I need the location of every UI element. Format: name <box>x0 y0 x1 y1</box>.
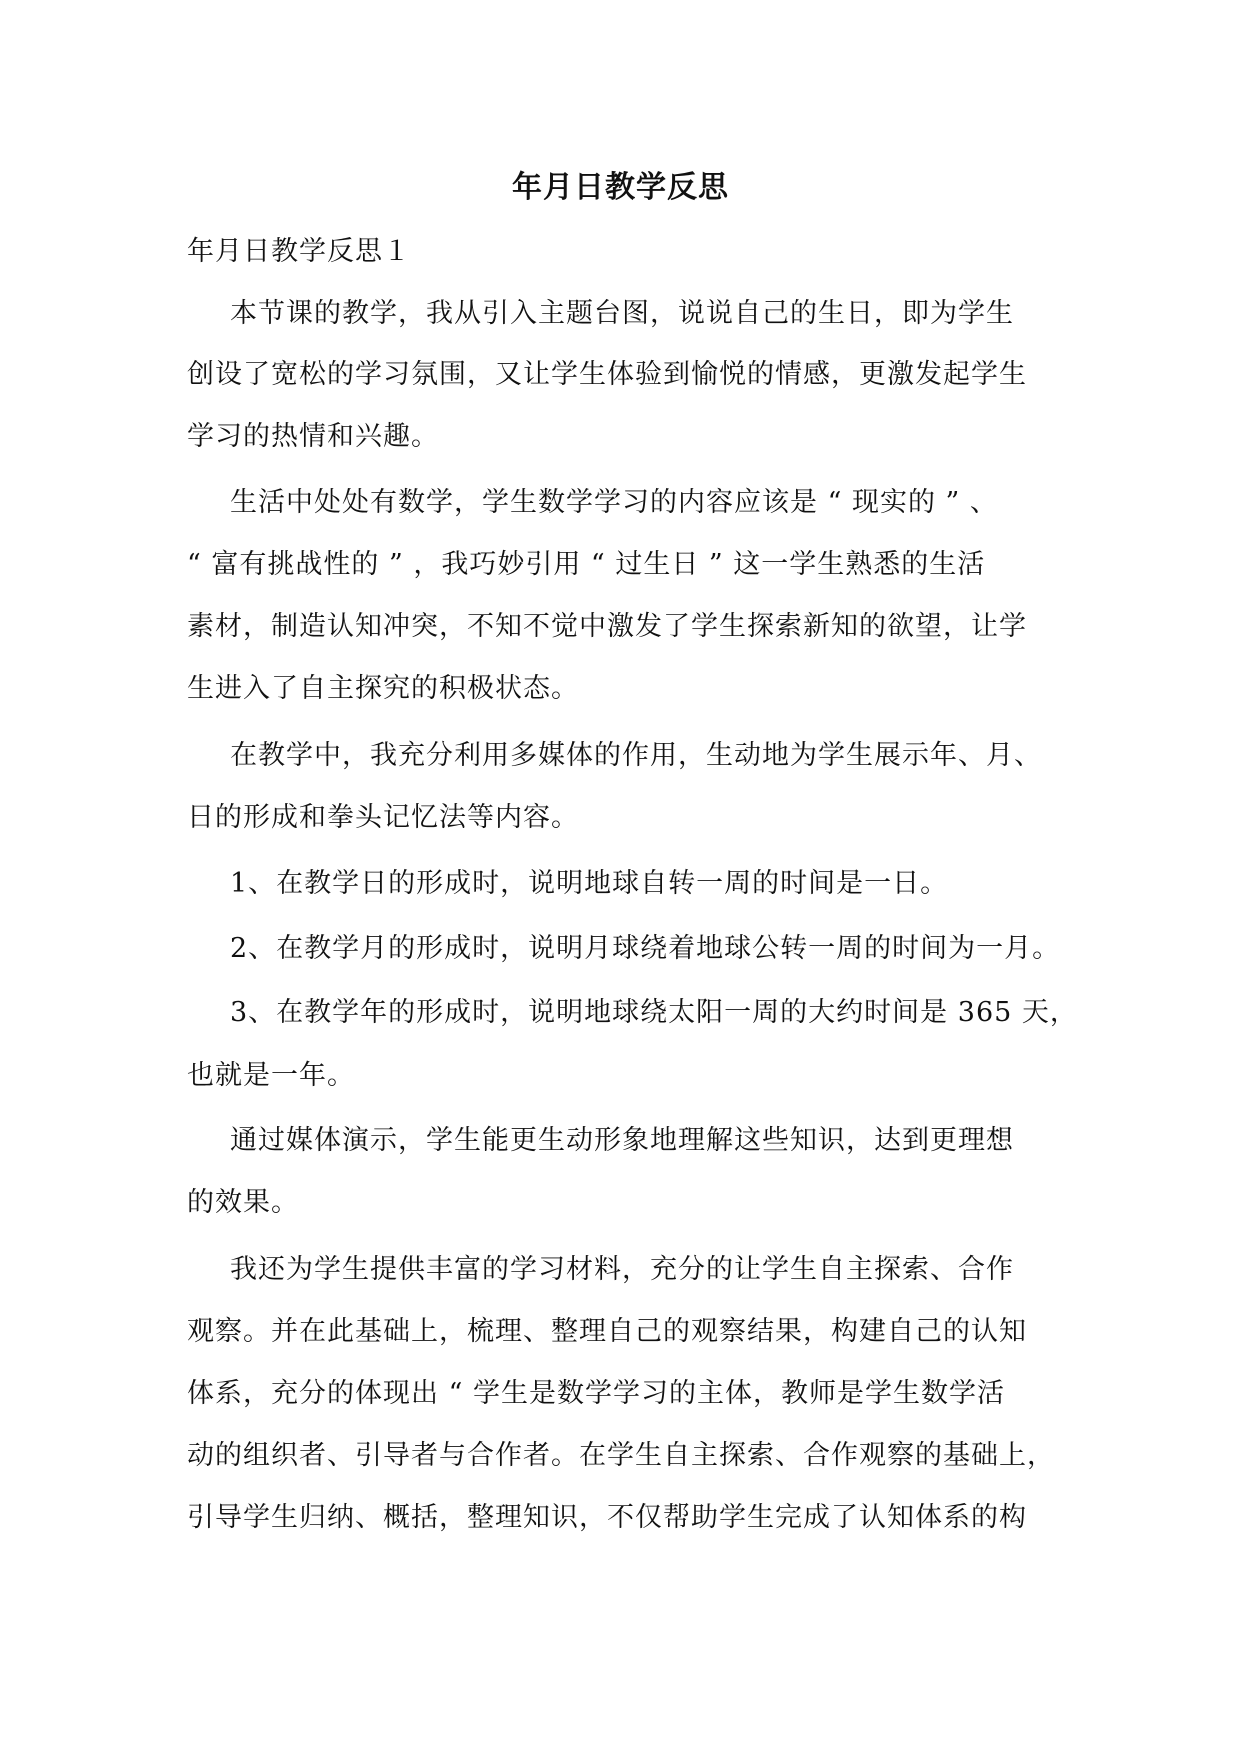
paragraph-line: 在教学中，我充分利用多媒体的作用，生动地为学生展示年、月、 <box>230 740 1042 771</box>
paragraph-line: 素材，制造认知冲突，不知不觉中激发了学生探索新知的欲望，让学 <box>187 611 1027 642</box>
section-heading: 年月日教学反思１ <box>187 236 411 267</box>
paragraph-line: 动的组织者、引导者与合作者。在学生自主探索、合作观察的基础上， <box>187 1440 1055 1471</box>
paragraph-line: 我还为学生提供丰富的学习材料，充分的让学生自主探索、合作 <box>230 1254 1014 1285</box>
paragraph-line: 本节课的教学，我从引入主题台图，说说自己的生日，即为学生 <box>230 298 1014 329</box>
paragraph-line: 的效果。 <box>187 1187 299 1218</box>
paragraph-line: “ 富有挑战性的 ” ，我巧妙引用 “ 过生日 ” 这一学生熟悉的生活 <box>187 549 986 580</box>
list-item: 2、在教学月的形成时，说明月球绕着地球公转一周的时间为一月。 <box>230 933 1061 964</box>
paragraph-line: 创设了宽松的学习氛围，又让学生体验到愉悦的情感，更激发起学生 <box>187 359 1027 390</box>
paragraph-line: 体系，充分的体现出 “ 学生是数学学习的主体，教师是学生数学活 <box>187 1378 1005 1409</box>
paragraph-line: 也就是一年。 <box>187 1060 355 1091</box>
list-item: 3、在教学年的形成时，说明地球绕太阳一周的大约时间是 365 天， <box>230 997 1078 1028</box>
document-title: 年月日教学反思 <box>512 170 729 205</box>
paragraph-line: 引导学生归纳、概括，整理知识，不仅帮助学生完成了认知体系的构 <box>187 1502 1027 1533</box>
paragraph-line: 学习的热情和兴趣。 <box>187 421 439 452</box>
paragraph-line: 生进入了自主探究的积极状态。 <box>187 673 579 704</box>
paragraph-line: 日的形成和拳头记忆法等内容。 <box>187 802 579 833</box>
paragraph-line: 观察。并在此基础上，梳理、整理自己的观察结果，构建自己的认知 <box>187 1316 1027 1347</box>
paragraph-line: 生活中处处有数学，学生数学学习的内容应该是 “ 现实的 ” 、 <box>230 487 998 518</box>
paragraph-line: 通过媒体演示，学生能更生动形象地理解这些知识，达到更理想 <box>230 1125 1014 1156</box>
list-item: 1、在教学日的形成时，说明地球自转一周的时间是一日。 <box>230 868 949 899</box>
